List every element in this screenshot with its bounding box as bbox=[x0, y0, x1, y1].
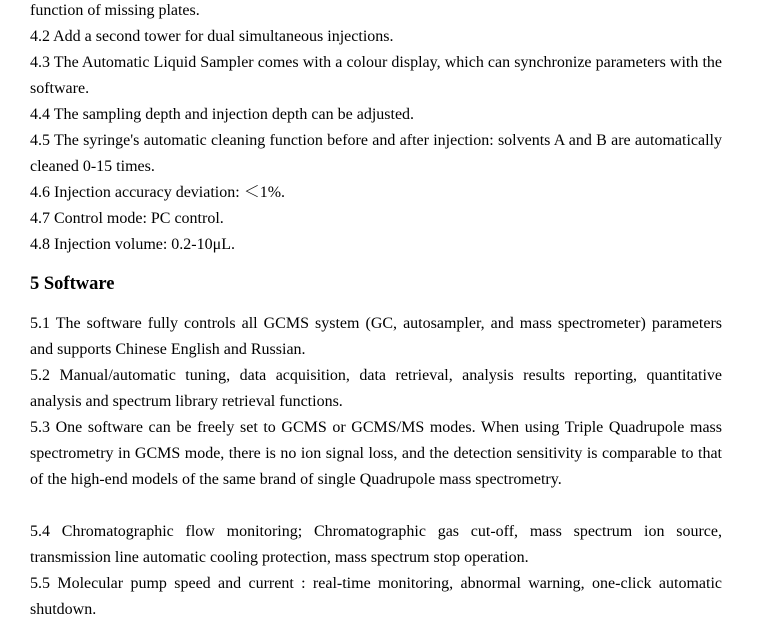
item-4-4: 4.4 The sampling depth and injection depth can be adjusted. bbox=[30, 106, 415, 123]
item-5-5: 5.5 Molecular pump speed and current : real-time monitoring, abnormal warning, one-click automatic shutdown. bbox=[30, 575, 722, 618]
item-4-3: 4.3 The Automatic Liquid Sampler comes with a colour display, which can synchronize parameters with the software. bbox=[30, 54, 722, 97]
item-5-4: 5.4 Chromatographic flow monitoring; Chromatographic gas cut-off, mass spectrum ion source, transmission line automatic cooling protection, mass spectrum stop operation. bbox=[30, 523, 722, 566]
item-4-6: 4.6 Injection accuracy deviation: ＜1%. bbox=[30, 184, 286, 201]
item-4-8: 4.8 Injection volume: 0.2-10μL. bbox=[30, 236, 235, 253]
item-5-1: 5.1 The software fully controls all GCMS system (GC, autosampler, and mass spectrometer) parameters and supports Chinese English and Russian. bbox=[30, 315, 722, 358]
section-heading-software: 5 Software bbox=[30, 274, 115, 294]
item-4-5: 4.5 The syringe's automatic cleaning function before and after injection: solvents A and B are automatically cleaned 0-15 times. bbox=[30, 132, 722, 175]
item-4-7: 4.7 Control mode: PC control. bbox=[30, 210, 224, 227]
item-5-2: 5.2 Manual/automatic tuning, data acquisition, data retrieval, analysis results reporting, quantitative analysis and spectrum library retrieval functions. bbox=[30, 367, 722, 410]
item-4-1-tail: function of missing plates. bbox=[30, 2, 200, 19]
item-4-2: 4.2 Add a second tower for dual simultaneous injections. bbox=[30, 28, 394, 45]
item-5-3: 5.3 One software can be freely set to GCMS or GCMS/MS modes. When using Triple Quadrupole mass spectrometry in GCMS mode, there is no ion signal loss, and the detection sensitivity is comparable to that of the high-end models of the same brand of single Quadrupole mass spectrometry. bbox=[30, 419, 722, 488]
